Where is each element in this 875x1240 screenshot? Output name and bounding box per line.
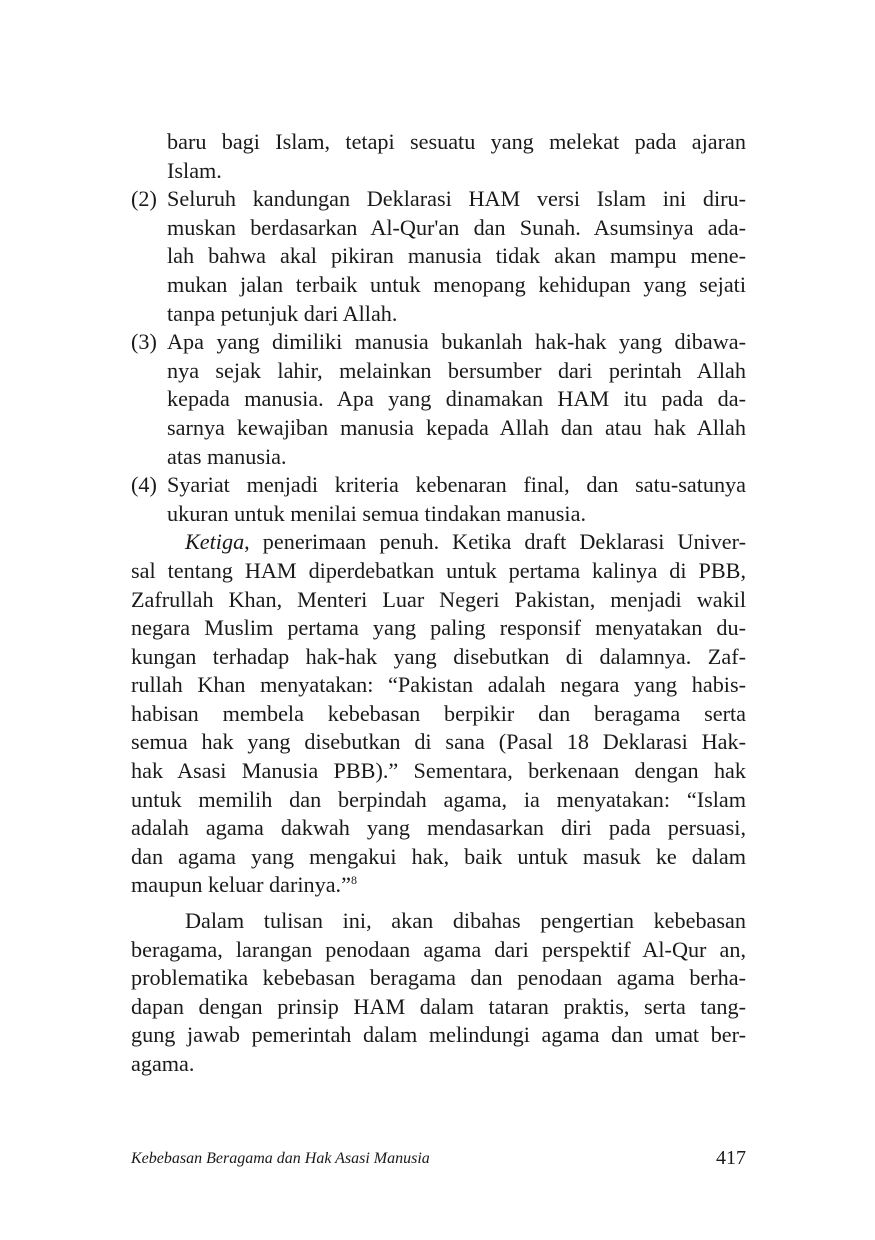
paragraph-dalam <box>131 907 746 1079</box>
text-line: sarnya kewajiban manusia kepada Allah dan atau hak Allah <box>167 414 746 440</box>
text-line: baru bagi Islam, tetapi sesuatu yang melekat pada ajaran <box>167 129 746 154</box>
text-line: gung jawab pemerintah dalam melindungi agama dan umat ber- <box>131 1022 746 1048</box>
text-line: lah bahwa akal pikiran manusia tidak akan mampu mene- <box>167 243 746 269</box>
text-line: untuk memilih dan berpindah agama, ia menyatakan: “Islam <box>131 786 746 812</box>
text-line: Ketiga, penerimaan penuh. Ketika draft Deklarasi Univer- <box>185 529 746 555</box>
text-line: adalah agama dakwah yang mendasarkan diri pada persuasi, <box>131 815 746 841</box>
text-line: Zafrullah Khan, Menteri Luar Negeri Pakistan, menjadi wakil <box>131 586 746 612</box>
text-line: Islam. <box>167 157 222 183</box>
text-line: dan agama yang mengakui hak, baik untuk masuk ke dalam <box>131 843 746 869</box>
body-text <box>131 128 746 1079</box>
list-item-4 <box>131 471 746 528</box>
text-line: atas manusia. <box>167 443 287 469</box>
list-item-2 <box>131 185 746 328</box>
paragraph-ketiga <box>131 528 746 900</box>
text-line: Dalam tulisan ini, akan dibahas pengertian kebebasan <box>185 908 746 934</box>
text-line: (4) Syariat menjadi kriteria kebenaran final, dan satu-satunya <box>167 471 746 500</box>
text-line: agama. <box>131 1051 195 1076</box>
text-line: habisan membela kebebasan berpikir dan beragama serta <box>131 700 746 726</box>
text-line: ukuran untuk menilai semua tindakan manusia. <box>167 500 586 526</box>
text-line: (3) Apa yang dimiliki manusia bukanlah hak-hak yang dibawa- <box>167 328 746 357</box>
text-line: maupun keluar darinya.”$^8$ <box>131 872 357 898</box>
text-line: tanpa petunjuk dari Allah. <box>167 300 398 326</box>
page-number: 417 <box>716 1147 746 1169</box>
paragraph-gap <box>131 900 746 907</box>
list-item-1-continuation <box>131 128 746 185</box>
list-number: (2) <box>131 186 157 212</box>
text-line: beragama, larangan penodaan agama dari perspektif Al-Qur an, <box>131 936 746 962</box>
list-number: (4) <box>131 472 157 498</box>
text-line: sal tentang HAM diperdebatkan untuk pertama kalinya di PBB, <box>131 557 746 583</box>
footnote-marker[interactable]: 8 <box>350 873 357 888</box>
text-line: mukan jalan terbaik untuk menopang kehidupan yang sejati <box>167 271 746 297</box>
text-line: semua hak yang disebutkan di sana (Pasal 18 Deklarasi Hak- <box>131 729 746 755</box>
text-line: kungan terhadap hak-hak yang disebutkan di dalamnya. Zaf- <box>131 643 746 669</box>
text-line: (2) Seluruh kandungan Deklarasi HAM versi Islam ini diru- <box>167 185 746 214</box>
text-line: nya sejak lahir, melainkan bersumber dari perintah Allah <box>167 357 746 383</box>
list-item-3 <box>131 328 746 471</box>
text-line: kepada manusia. Apa yang dinamakan HAM itu pada da- <box>167 386 746 412</box>
text-line: negara Muslim pertama yang paling responsif menyatakan du- <box>131 615 746 641</box>
text-line: problematika kebebasan beragama dan penodaan agama berha- <box>131 965 746 991</box>
list-number: (3) <box>131 329 157 355</box>
italic-lead: Ketiga <box>185 529 245 555</box>
page-footer <box>131 1147 746 1171</box>
running-title: Kebebasan Beragama dan Hak Asasi Manusia <box>131 1150 430 1167</box>
text-line: muskan berdasarkan Al-Qur'an dan Sunah. Asumsinya ada- <box>167 214 746 240</box>
text-line: rullah Khan menyatakan: “Pakistan adalah negara yang habis- <box>131 672 746 698</box>
text-line: dapan dengan prinsip HAM dalam tataran praktis, serta tang- <box>131 993 746 1019</box>
text-line: hak Asasi Manusia PBB).” Sementara, berkenaan dengan hak <box>131 758 746 784</box>
